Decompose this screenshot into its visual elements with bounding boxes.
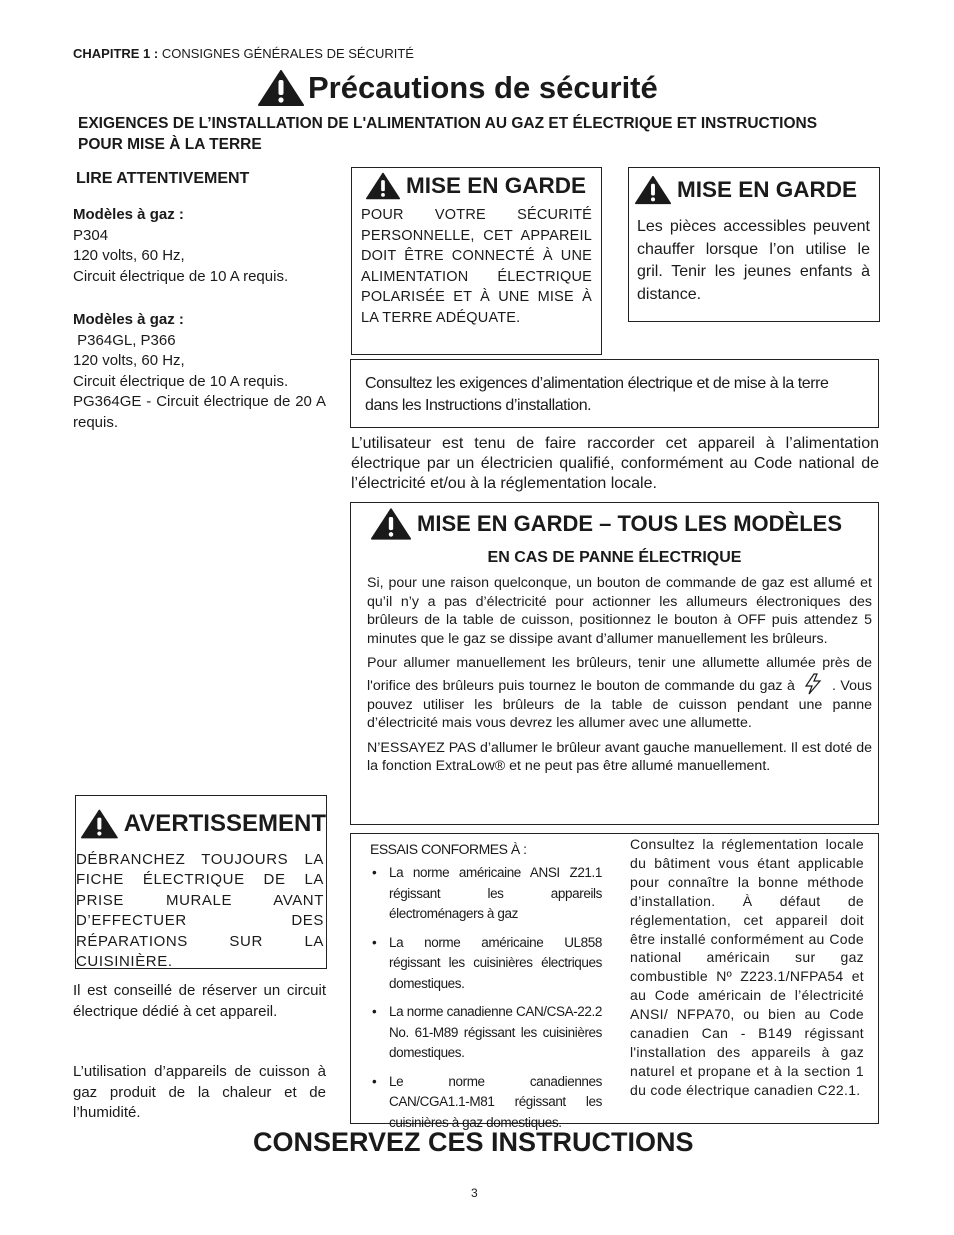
power-failure-paragraph-2 xyxy=(367,654,872,732)
requirements-heading: EXIGENCES DE L’INSTALLATION DE L'ALIMENTATION AU GAZ ET ÉLECTRIQUE ET INSTRUCTIONS POUR MISE À LA TERRE xyxy=(78,115,818,153)
avertissement-text: DÉBRANCHEZ TOUJOURS LA FICHE ÉLECTRIQUE DE LA PRISE MURALE AVANT D’EFFECTUER DES RÉPARATIONS SUR LA CUISINIÈRE. xyxy=(76,851,324,971)
mise-en-garde-text: Les pièces accessibles peuvent chauffer lorsque l’on utilise le gril. Tenir les jeunes enfants à distance. xyxy=(637,218,870,303)
model-line: Circuit électrique de 10 A requis. xyxy=(73,267,289,285)
user-responsibility-paragraph: L’utilisateur est tenu de faire raccorder cet appareil à l’alimentation électrique par un électricien qualifié, conformément au Code national de l’électricité et/ou à la réglementation locale. xyxy=(351,435,879,492)
chapter-label: CHAPITRE 1 : xyxy=(73,46,159,61)
mise-en-garde-box-1 xyxy=(351,167,602,355)
certification-box xyxy=(350,833,879,1130)
chapter-title: CONSIGNES GÉNÉRALES DE SÉCURITÉ xyxy=(161,46,414,61)
warning-icon xyxy=(258,70,304,106)
model-line: 120 volts, 60 Hz, xyxy=(73,352,185,369)
certification-left xyxy=(370,841,602,1141)
model-line: 120 volts, 60 Hz, xyxy=(73,247,185,264)
dedicated-circuit-paragraph: Il est conseillé de réserver un circuit électrique dédié à cet appareil. xyxy=(73,982,326,1020)
read-carefully-label: LIRE ATTENTIVEMENT xyxy=(76,170,250,187)
local-code-paragraph: Consultez la réglementation locale du bâtiment vous étant applicable pour connaître la bonne méthode d’installation. À défaut de réglementation, cet appareil doit être installé conformément au Code national américain sur gaz combustible Nº Z223.1/NFPA54 et au Code américain de l’électricité ANSI/ NFPA70, ou bien au Code canadien Can - B149 régissant l'installation des appareils à gaz naturel et propane et à la section 1 du code électrique canadien C22.1. xyxy=(630,836,864,1098)
warning-icon xyxy=(635,174,671,206)
warning-icon xyxy=(371,507,411,541)
mise-en-garde-title: MISE EN GARDE xyxy=(677,177,858,202)
certification-list xyxy=(370,863,602,1133)
group-heading: Modèles à gaz : xyxy=(73,206,184,223)
model-line: PG364GE - Circuit électrique de 20 A requis. xyxy=(73,393,326,431)
model-line: P364GL, P366 xyxy=(73,331,176,349)
power-failure-paragraph-1: Si, pour une raison quelconque, un bouton de commande de gaz est allumé et qu’il n’y a pas d’électricité pour actionner les allumeurs électroniques des brûleurs de la table de cuisson, positionnez le bouton à OFF puis attendez 5 minutes que le gaz se dissipe avant d’allumer manuellement les brûleurs. xyxy=(367,575,872,647)
manual-light-text-end: . Vous pouvez utiliser les brûleurs de la table de cuisson pendant une panne d’électricité mais vous devrez les allumer avec une allumette. xyxy=(367,677,872,732)
ignition-spark-icon xyxy=(802,673,824,695)
mise-en-garde-header xyxy=(371,507,878,541)
gas-models-group-1 xyxy=(73,205,326,287)
heat-humidity-paragraph: L’utilisation d’appareils de cuisson à gaz produit de la chaleur et de l’humidité. xyxy=(73,1063,326,1121)
group-heading: Modèles à gaz : xyxy=(73,311,184,328)
mise-en-garde-all-models-box xyxy=(350,502,879,825)
save-instructions-heading: CONSERVEZ CES INSTRUCTIONS xyxy=(253,1127,694,1157)
avertissement-box xyxy=(75,795,327,969)
mise-en-garde-title: MISE EN GARDE – TOUS LES MODÈLES xyxy=(417,511,842,536)
manual-light-text: Pour allumer manuellement les brûleurs, tenir une allumette allumée près de l'orifice des brûleurs puis tournez le bouton de commande du gaz à xyxy=(367,655,872,694)
avertissement-title: AVERTISSEMENT xyxy=(123,810,326,837)
power-failure-paragraph-3: N’ESSAYEZ PAS d’allumer le brûleur avant gauche manuellement. Il est doté de la fonction ExtraLow® et ne peut pas être allumé manuellement. xyxy=(367,739,872,775)
warning-icon xyxy=(366,171,400,201)
model-line: Circuit électrique de 10 A requis. xyxy=(73,372,289,390)
page-title-text: Précautions de sécurité xyxy=(308,70,658,105)
consult-requirements-text: Consultez les exigences d’alimentation électrique et de mise à la terre dans les Instructions d’installation. xyxy=(365,375,829,414)
warning-icon xyxy=(81,806,118,842)
model-line: P304 xyxy=(73,226,109,244)
mise-en-garde-title: MISE EN GARDE xyxy=(406,173,587,198)
certification-heading: ESSAIS CONFORMES À : xyxy=(370,841,527,857)
gas-models-group-2 xyxy=(73,310,326,433)
power-failure-subtitle: EN CAS DE PANNE ÉLECTRIQUE xyxy=(487,549,742,566)
avertissement-header xyxy=(81,806,326,842)
mise-en-garde-text: POUR VOTRE SÉCURITÉ PERSONNELLE, CET APPAREIL DOIT ÊTRE CONNECTÉ À UNE ALIMENTATION ÉLECTRIQUE POLARISÉE ET À UNE MISE À LA TERRE ADÉQUATE. xyxy=(361,207,592,326)
list-item: • La norme américaine UL858 régissant les cuisinières électriques domestiques. xyxy=(370,933,602,995)
list-item: • La norme américaine ANSI Z21.1 régissant les appareils électroménagers à gaz xyxy=(370,863,602,925)
mise-en-garde-header xyxy=(635,174,879,206)
page-title xyxy=(258,70,658,106)
page-number: 3 xyxy=(471,1186,478,1200)
mise-en-garde-box-2 xyxy=(628,167,880,322)
list-item: • Le norme canadiennes CAN/CGA1.1-M81 régissant les cuisinières à gaz domestiques. xyxy=(370,1072,602,1134)
consult-requirements-box xyxy=(350,359,879,428)
mise-en-garde-header xyxy=(366,171,601,201)
list-item: • La norme canadienne CAN/CSA-22.2 No. 61-M89 régissant les cuisinières domestiques. xyxy=(370,1002,602,1064)
chapter-header xyxy=(73,46,414,61)
